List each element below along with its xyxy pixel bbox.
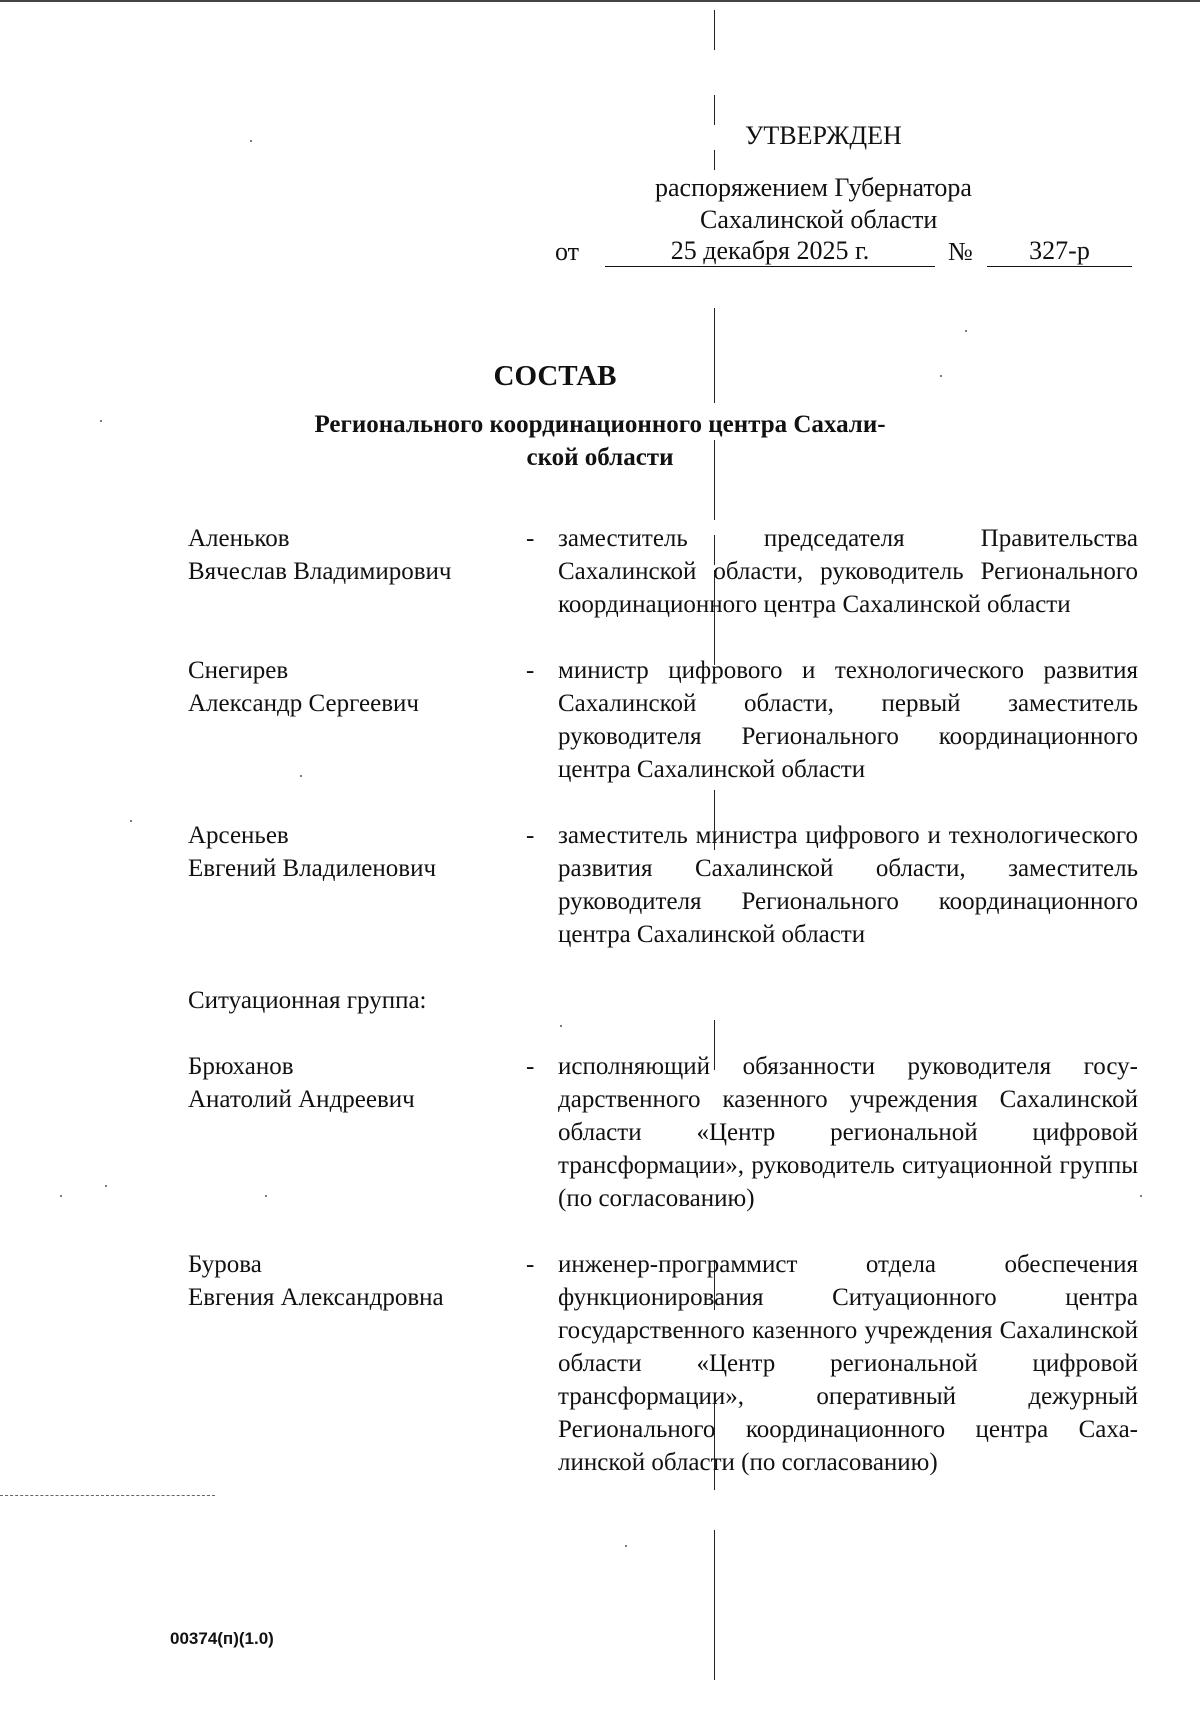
- dash-separator: -: [526, 822, 535, 849]
- member-name: [188, 522, 518, 588]
- member-surname: Аленьков: [188, 525, 290, 552]
- scan-speck: [105, 1185, 107, 1187]
- scan-fold-line: [714, 95, 715, 125]
- member-role: министр цифрового и технологического развития Сахалинской области, первый заместитель руководителя Регионального координационного центра Сахалинской области: [558, 657, 1138, 783]
- member-name: [188, 819, 518, 885]
- members-list: [188, 522, 1138, 1479]
- dash-separator: -: [526, 1251, 535, 1278]
- decree-date: 25 декабря 2025 г.: [605, 236, 935, 267]
- member-entry: [188, 654, 1138, 786]
- member-entry: [188, 1248, 1138, 1479]
- dash-separator: -: [526, 1053, 535, 1080]
- member-role: исполняющий обязанности руководителя государственного казенного учреждения Сахалинской области «Центр региональной цифровой трансформации», руководитель ситуационной группы (по согласованию): [558, 1053, 1138, 1212]
- subtitle-line: ской области: [526, 444, 674, 471]
- decree-line: Сахалинской области: [700, 205, 938, 234]
- member-name: [188, 1050, 518, 1116]
- scan-fold-line: [714, 10, 715, 50]
- member-given-names: Александр Сергеевич: [188, 690, 419, 717]
- subtitle-line: Регионального координационного центра Сахали-: [314, 411, 886, 438]
- member-entry: [188, 522, 1138, 621]
- member-name: [188, 1248, 518, 1314]
- member-given-names: Евгения Александровна: [188, 1284, 444, 1311]
- dash-separator: -: [526, 525, 535, 552]
- member-surname: Снегирев: [188, 657, 289, 684]
- member-surname: Бурова: [188, 1251, 262, 1278]
- approved-title: УТВЕРЖДЕН: [745, 121, 902, 150]
- scan-top-edge: [0, 0, 1200, 2]
- decree-line: распоряжением Губернатора: [655, 173, 972, 202]
- member-surname: Брюханов: [188, 1053, 294, 1080]
- scan-speck: [625, 1545, 627, 1547]
- document-code: 00374(п)(1.0): [170, 1629, 274, 1648]
- member-entry: [188, 1050, 1138, 1215]
- scan-speck: [250, 140, 252, 142]
- member-role: инженер-программист отдела обеспечения функционирования Ситуационного центра государственного казенного учреждения Сахалинской области «Центр региональной цифровой трансформации», оперативный дежурный Регионального координационного центра Сахалинской области (по согласованию): [558, 1251, 1138, 1476]
- member-given-names: Евгений Владиленович: [188, 855, 437, 882]
- scan-dashed-line: [0, 1495, 215, 1496]
- dash-separator: -: [526, 657, 535, 684]
- member-role: заместитель министра цифрового и технологического развития Сахалинской области, заместитель руководителя Регионального координационного центра Сахалинской области: [558, 822, 1138, 948]
- number-label: №: [948, 237, 973, 266]
- scan-speck: [1140, 1195, 1142, 1197]
- decree-number: 327-р: [987, 236, 1132, 267]
- scan-speck: [965, 330, 967, 332]
- member-surname: Арсеньев: [188, 822, 289, 849]
- document-title: СОСТАВ: [493, 360, 617, 392]
- member-given-names: Анатолий Андреевич: [188, 1086, 415, 1113]
- scan-fold-line: [714, 150, 715, 170]
- member-entry: [188, 819, 1138, 951]
- member-given-names: Вячеслав Владимирович: [188, 558, 452, 585]
- member-name: [188, 654, 518, 720]
- situational-group-label: Ситуационная группа:: [188, 987, 427, 1014]
- from-label: от: [555, 237, 580, 266]
- scan-fold-line: [714, 1530, 715, 1680]
- document-subtitle: [0, 408, 1200, 474]
- scan-speck: [60, 1195, 62, 1197]
- scan-speck: [130, 820, 132, 822]
- member-role: заместитель председателя Правительства Сахалинской области, руководитель Регионального координационного центра Сахалинской области: [558, 525, 1138, 618]
